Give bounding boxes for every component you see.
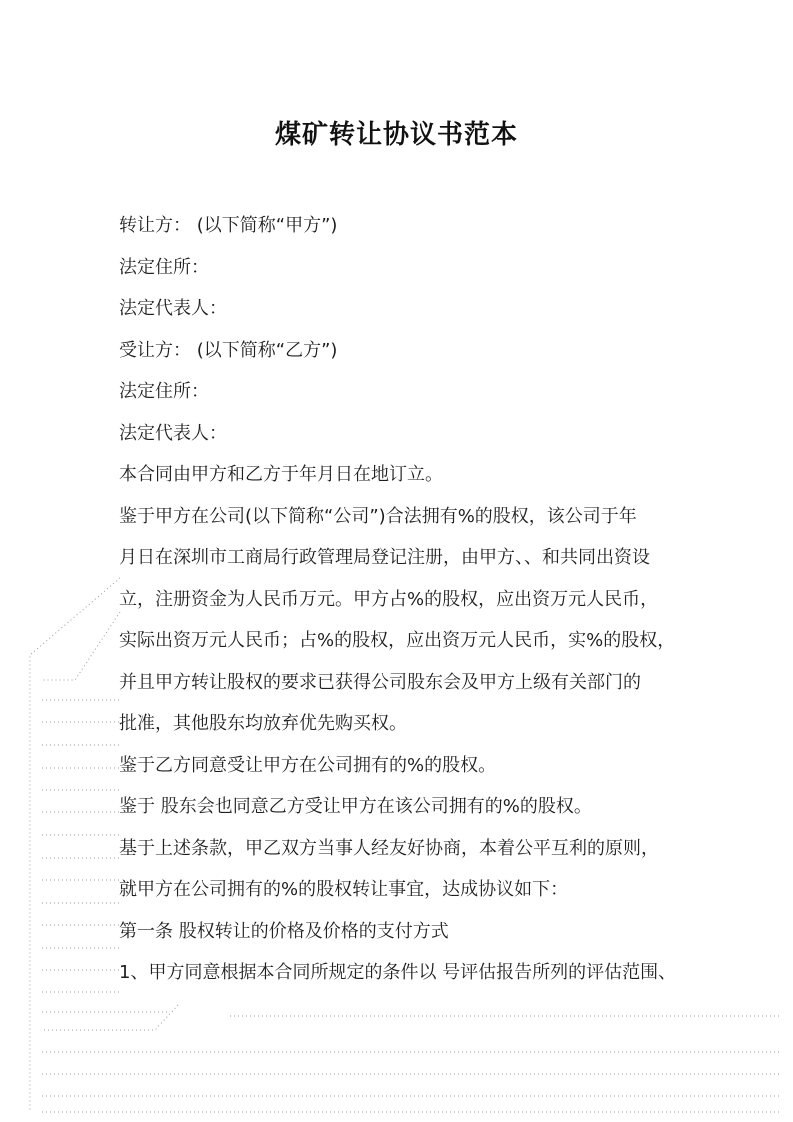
paragraph-line: 基于上述条款，甲乙双方当事人经友好协商，本着公平互利的原则， <box>119 837 659 859</box>
paragraph-line: 立，注册资金为人民币万元。甲方占%的股权，应出资万元人民币， <box>119 588 659 610</box>
paragraph-line: 批准，其他股东均放弃优先购买权。 <box>119 713 407 734</box>
line-transferee: 受让方： (以下简称“乙方”) <box>119 339 338 361</box>
paragraph-line: 并且甲方转让股权的要求已获得公司股东会及甲方上级有关部门的 <box>119 671 641 693</box>
paragraph-line: 1、甲方同意根据本合同所规定的条件以 号评估报告所列的评估范围、 <box>119 962 677 983</box>
line-transferee-address: 法定住所： <box>119 381 209 402</box>
paragraph-line: 就甲方在公司拥有的%的股权转让事宜，达成协议如下： <box>119 879 569 900</box>
paragraph-line: 月日在深圳市工商局行政管理局登记注册，由甲方、、和共同出资设 <box>119 547 650 568</box>
line-transferor: 转让方： (以下简称“甲方”) <box>119 215 338 236</box>
article-heading: 第一条 股权转让的价格及价格的支付方式 <box>119 920 449 942</box>
paragraph-line: 鉴于 股东会也同意乙方受让甲方在该公司拥有的%的股权。 <box>119 796 592 817</box>
line-transferee-representative: 法定代表人： <box>119 422 227 444</box>
paragraph-line: 实际出资万元人民币；占%的股权，应出资万元人民币，实%的股权， <box>119 630 676 651</box>
line-transferor-address: 法定住所： <box>119 256 209 278</box>
line-transferor-representative: 法定代表人： <box>119 298 227 319</box>
paragraph-line: 鉴于甲方在公司(以下简称“公司”)合法拥有%的股权，该公司于年 <box>119 505 637 527</box>
line-contract-signing: 本合同由甲方和乙方于年月日在地订立。 <box>119 464 443 485</box>
paragraph-line: 鉴于乙方同意受让甲方在公司拥有的%的股权。 <box>119 754 497 776</box>
document-body <box>119 205 679 994</box>
document-title: 煤矿转让协议书范本 <box>274 120 518 150</box>
